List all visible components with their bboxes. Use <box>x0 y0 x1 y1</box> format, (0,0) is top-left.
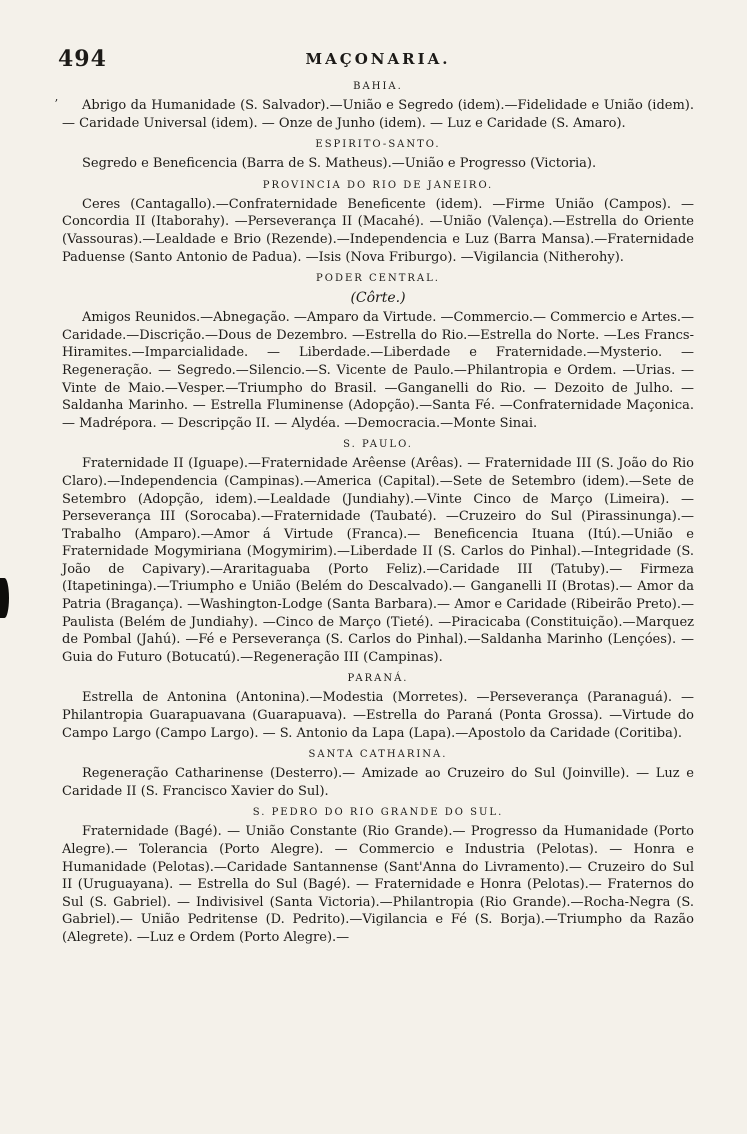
section-rio-de-janeiro <box>62 179 694 266</box>
section-text: Abrigo da Humanidade (S. Salvador).—União e Segredo (idem).—Fidelidade e União (idem). — Caridade Universal (idem). — Onze de Junho (idem). — Luz e Caridade (S. Amaro). <box>62 98 694 131</box>
section-text: Ceres (Cantagallo).—Confraternidade Beneficente (idem). —Firme União (Campos). —Concordia II (Itaborahy). —Perseverança II (Macahé). —União (Valença).—Estrella do Oriente (Vassouras).—Lealdade e Brio (Rezende).—Independencia e Luz (Barra Mansa).—Fraternidade Paduense (Santo Antonio de Padua). —Isis (Nova Friburgo). —Vigilancia (Nitherohy). <box>62 196 694 265</box>
page-content <box>62 76 694 953</box>
section-rio-grande-do-sul <box>62 806 694 946</box>
section-title: PARANÁ. <box>347 673 409 685</box>
binding-shadow-mark <box>0 578 9 618</box>
section-title: SANTA CATHARINA. <box>308 749 448 761</box>
section-text: Amigos Reunidos.—Abnegação. —Amparo da Virtude. —Commercio.— Commercio e Artes.—Caridade.—Discrição.—Dous de Dezembro. —Estrella do Rio.—Estrella do Norte. —Les Francs-Hiramites.—Imparcialidade. — Liberdade.—Liberdade e Fraternidade.—Mysterio. — Regeneração. — Segredo.—Silencio.—S. Vicente de Paulo.—Philantropia e Ordem. —Urias. —Vinte de Maio.—Vesper.—Triumpho do Brasil. —Ganganelli do Rio. — Dezoito de Julho. — Saldanha Marinho. — Estrella Fluminense (Adopção).—Santa Fé. —Confraternidade Maçonica.— Madrépora. — Descripção II. — Alydéa. —Democracia.—Monte Sinai. <box>62 310 694 431</box>
section-espirito-santo <box>62 138 694 173</box>
section-bahia <box>62 80 694 132</box>
section-sao-paulo <box>62 438 694 666</box>
section-title: PODER CENTRAL. <box>316 273 440 285</box>
section-text: Estrella de Antonina (Antonina).—Modestia (Morretes). —Perseverança (Paranaguá). — Philantropia Guarapuavana (Guarapuava). —Estrella do Paraná (Ponta Grossa). —Virtude do Campo Largo (Campo Largo). — S. Antonio da Lapa (Lapa).—Apostolo da Caridade (Coritiba). <box>62 690 694 741</box>
running-title: MAÇONARIA. <box>305 50 451 68</box>
section-title: PROVINCIA DO RIO DE JANEIRO. <box>262 179 494 191</box>
section-title: S. PEDRO DO RIO GRANDE DO SUL. <box>252 807 504 819</box>
section-text: Fraternidade II (Iguape).—Fraternidade Arêense (Arêas). — Fraternidade III (S. João do Rio Claro).—Independencia (Campinas).—America (Capital).—Sete de Setembro (idem).—Sete de Setembro (Adopção, idem).—Lealdade (Jundiahy).—Vinte Cinco de Março (Limeira). —Perseverança III (Sorocaba).—Fraternidade (Taubaté). —Cruzeiro do Sul (Pirassinunga).—Trabalho (Amparo).—Amor á Virtude (Franca).— Beneficencia Ituana (Itú).—União e Fraternidade Mogymiriana (Mogymirim).—Liberdade II (S. Carlos do Pinhal).—Integridade (S. João de Capivary).—Araritaguaba (Porto Feliz).—Caridade III (Tatuby).— Firmeza (Itapetininga).—Triumpho e União (Belém do Descalvado).— Ganganelli II (Brotas).— Amor da Patria (Bragança). —Washington-Lodge (Santa Barbara).— Amor e Caridade (Ribeirão Preto).— Paulista (Belém de Jundiahy). —Cinco de Março (Tieté). —Piracicaba (Constituição).—Marquez de Pombal (Jahú). —Fé e Perseverança (S. Carlos do Pinhal).—Saldanha Marinho (Lençóes). — Guia do Futuro (Botucatú).—Regeneração III (Campinas). <box>62 456 694 665</box>
margin-tick-mark: ʼ <box>54 97 58 111</box>
section-text: Segredo e Beneficencia (Barra de S. Matheus).—União e Progresso (Victoria). <box>82 156 597 172</box>
section-text: Regeneração Catharinense (Desterro).— Amizade ao Cruzeiro do Sul (Joinville). — Luz e Caridade II (S. Francisco Xavier do Sul). <box>62 766 694 799</box>
section-text: Fraternidade (Bagé). — União Constante (Rio Grande).— Progresso da Humanidade (Porto Alegre).— Tolerancia (Porto Alegre). — Commercio e Industria (Pelotas). — Honra e Humanidade (Pelotas).—Caridade Santannense (Sant'Anna do Livramento).— Cruzeiro do Sul II (Uruguayana). — Estrella do Sul (Bagé). — Fraternidade e Honra (Pelotas).— Fraternos do Sul (S. Gabriel). — Indivisivel (Santa Victoria).—Philantropia (Rio Grande).—Rocha-Negra (S. Gabriel).— União Pedritense (D. Pedrito).—Vigilancia e Fé (S. Borja).—Triumpho da Razão (Alegrete). —Luz e Ordem (Porto Alegre).— <box>62 824 694 945</box>
page-header <box>58 44 698 74</box>
section-title: S. PAULO. <box>343 439 413 451</box>
section-title: ESPIRITO-SANTO. <box>315 139 441 151</box>
section-parana <box>62 672 694 742</box>
section-santa-catharina <box>62 748 694 800</box>
section-poder-central <box>62 272 694 432</box>
section-subtitle: (Côrte.) <box>350 290 406 307</box>
page-number: 494 <box>58 46 107 72</box>
section-title: BAHIA. <box>353 81 403 92</box>
